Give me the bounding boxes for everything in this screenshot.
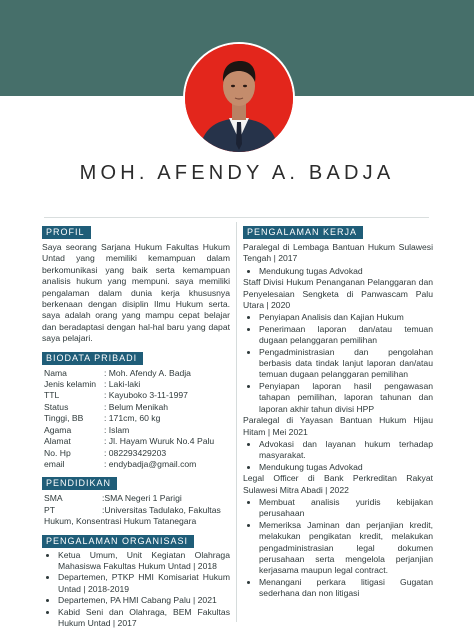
list-item: • Departemen, PTKP HMI Komisariat Hukum Untad | 2018-2019 [58, 572, 230, 595]
biodata-row [42, 425, 214, 436]
biodata-value: : Moh. Afendy A. Badja [104, 367, 191, 378]
education-row-pt-cont [42, 516, 230, 527]
biodata-value: : Jl. Hayam Wuruk No.4 Palu [104, 436, 215, 447]
right-column [243, 222, 433, 600]
work-entry [243, 242, 433, 277]
candidate-name: MOH. AFENDY A. BADJA [79, 162, 395, 184]
list-item: • Penyiapan laporan hasil pengawasan tahapan pemilihan, laporan tahunan dan laporan akhir tahun divisi HPP [259, 381, 433, 415]
list-item: • Menangani perkara litigasi Gugatan sederhana dan non litigasi [259, 577, 433, 600]
list-item: • Penyiapan Analisis dan Kajian Hukum [259, 312, 433, 323]
biodata-value: : endybadja@gmail.com [104, 458, 197, 469]
biodata-label: Jenis kelamin [44, 379, 97, 390]
biodata-row [42, 436, 214, 447]
list-item: • Pengadministrasian dan pengolahan berbasis data tindak lanjut laporan dan/atau temuan dugaan pelanggaran pemilihan [259, 347, 433, 381]
work-entry [243, 277, 433, 415]
education-value: :Universitas Tadulako, Fakultas [102, 504, 221, 515]
section-heading-biodata: BIODATA PRIBADI [42, 352, 143, 365]
list-item: • Departemen, PA HMI Cabang Palu | 2021 [58, 595, 230, 606]
biodata-row [42, 390, 214, 401]
list-item: • Membuat analisis yuridis kebijakan perusahaan [259, 497, 433, 520]
section-heading-pengalaman-kerja: PENGALAMAN KERJA [243, 226, 363, 239]
name-divider [44, 217, 429, 218]
work-entry-list [243, 497, 433, 600]
education-label: SMA [44, 493, 63, 504]
education-value-cont: Hukum, Konsentrasi Hukum Tatanegara [44, 516, 197, 527]
list-item: • Memeriksa Jaminan dan perjanjian kredit, melakukan pengikatan kredit, melakukan pengadministrasian legal dokumen perusahaan serta mengelola perjanjian kerjasama maupun legal contract. [259, 520, 433, 577]
biodata-value: : 171cm, 60 kg [104, 413, 161, 424]
list-item: • Kabid Seni dan Olahraga, BEM Fakultas Hukum Untad | 2017 [58, 607, 230, 630]
biodata-label: Status [44, 401, 69, 412]
list-item: • Mendukung tugas Advokad [259, 462, 433, 473]
work-entry-title: Staff Divisi Hukum Penanganan Pelanggaran dan Penyelesaian Sengketa di Panwascam Palu Utara | 2020 [243, 277, 433, 311]
biodata-value: : Laki-laki [104, 379, 141, 390]
biodata-row [42, 379, 214, 390]
organization-section [42, 531, 230, 630]
biodata-row [42, 368, 214, 379]
work-entry [243, 473, 433, 599]
list-item: • Penerimaan laporan dan/atau temuan dugaan pelanggaran pemilihan [259, 324, 433, 347]
education-section [42, 473, 230, 527]
biodata-label: Alamat [44, 436, 71, 447]
biodata-label: TTL [44, 390, 60, 401]
work-entry [243, 415, 433, 473]
section-heading-pendidikan: PENDIDIKAN [42, 477, 117, 490]
education-row-pt [42, 505, 230, 516]
biodata-row [42, 448, 214, 459]
biodata-value: : Kayuboko 3-11-1997 [104, 390, 188, 401]
profile-section [42, 222, 230, 345]
profile-photo [183, 42, 295, 154]
education-label: PT [44, 504, 55, 515]
work-entry-list [243, 266, 433, 277]
biodata-row [42, 459, 214, 470]
biodata-label: Agama [44, 424, 72, 435]
biodata-label: Tinggi, BB [44, 413, 84, 424]
work-entry-title: Legal Officer di Bank Perkreditan Rakyat Sulawesi Mitra Abadi | 2022 [243, 473, 433, 495]
column-divider [236, 222, 237, 622]
education-row-sma [42, 493, 230, 504]
organization-list [42, 550, 230, 630]
list-item: • Ketua Umum, Unit Kegiatan Olahraga Mahasiswa Fakultas Hukum Untad | 2018 [58, 550, 230, 573]
left-column [42, 222, 230, 629]
work-entry-list [243, 312, 433, 415]
biodata-value: : 082293429203 [104, 447, 167, 458]
work-entry-list [243, 439, 433, 473]
section-heading-organisasi: PENGALAMAN ORGANISASI [42, 535, 194, 548]
biodata-row [42, 402, 214, 413]
biodata-label: No. Hp [44, 447, 71, 458]
biodata-table [42, 368, 214, 471]
work-entry-title: Paralegal di Yayasan Bantuan Hukum Hijau Hitam | Mei 2021 [243, 415, 433, 437]
biodata-row [42, 413, 214, 424]
biodata-value: : Belum Menikah [104, 401, 169, 412]
list-item: • Advokasi dan layanan hukum terhadap masyarakat. [259, 439, 433, 462]
work-entry-title: Paralegal di Lembaga Bantuan Hukum Sulawesi Tengah | 2017 [243, 242, 433, 264]
profile-text: Saya seorang Sarjana Hukum Fakultas Hukum Untad yang memiliki kemampuan dalam berkomunikasi yang baik serta kemampuan analisis hukum yang mempuni. saya memiliki pengalaman dalam dunia kerja khususnya berkenaan dengan disiplin Ilmu Hukum serta. saya adalah orang yang mampu cepat belajar dan beradaptasi dengan hal-hal baru yang dapat saya pelajari. [42, 242, 230, 344]
biodata-label: email [44, 458, 65, 469]
biodata-section [42, 348, 230, 471]
list-item: • Mendukung tugas Advokad [259, 266, 433, 277]
biodata-label: Nama [44, 367, 67, 378]
biodata-value: : Islam [104, 424, 130, 435]
section-heading-profil: PROFIL [42, 226, 91, 239]
education-value: :SMA Negeri 1 Parigi [102, 493, 182, 504]
